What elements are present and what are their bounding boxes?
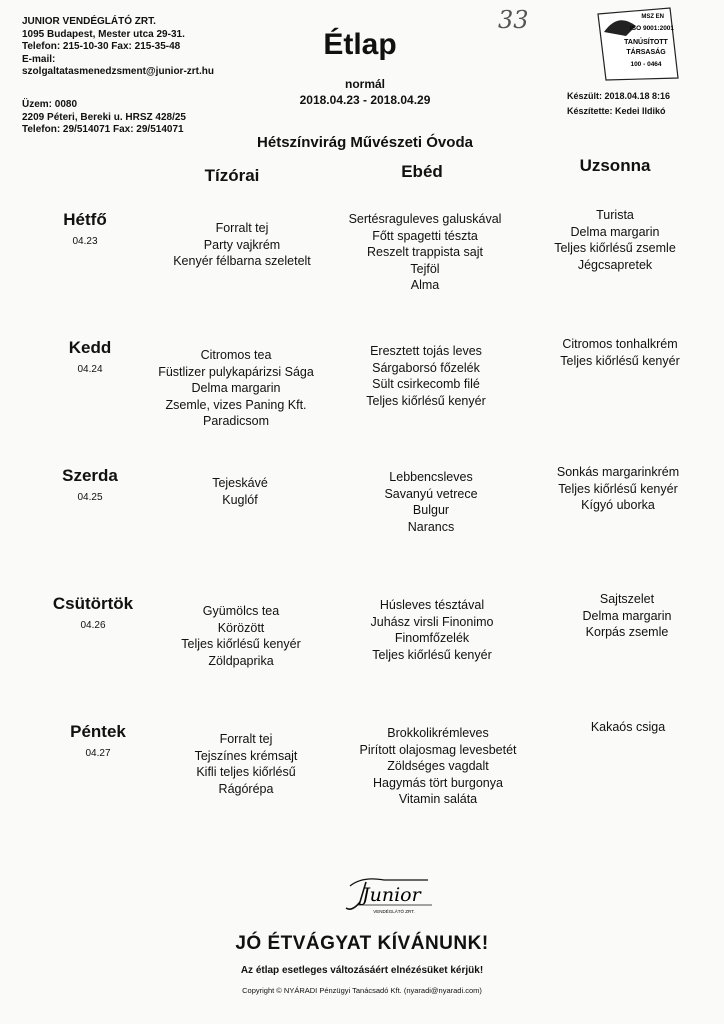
day-name: Kedd: [68, 338, 112, 357]
iso-certificate-badge: [592, 6, 682, 82]
menu-item: Zöldséges vagdalt: [387, 759, 489, 773]
menu-item: Forralt tej: [219, 732, 273, 746]
day-name: Péntek: [70, 722, 126, 741]
menu-cell-tizorai: [131, 603, 351, 669]
created-timestamp: Készült: 2018.04.18 8:16: [567, 91, 671, 101]
menu-item: Kakaós csiga: [590, 720, 666, 734]
menu-item: Teljes kiőrlésű kenyér: [366, 393, 486, 408]
day-date: 04.25: [77, 492, 103, 503]
column-header-tizorai: Tízórai: [204, 166, 260, 185]
menu-item: Eresztett tojás leves: [370, 344, 482, 358]
menu-item: Delma margarin: [570, 224, 660, 239]
handwritten-number: 33: [498, 6, 529, 34]
site-address: 2209 Péteri, Bereki u. HRSZ 428/25: [22, 111, 186, 123]
menu-item: Citromos tonhalkrém: [562, 337, 678, 351]
menu-variant: normál: [344, 77, 385, 91]
apology-note: Az étlap esetleges változásáért elnézésüket kérjük!: [240, 965, 484, 976]
menu-item: Bulgur: [412, 503, 450, 517]
day-date: 04.24: [77, 364, 103, 375]
menu-item: Sonkás margarinkrém: [556, 465, 680, 479]
menu-item: Tejeskávé: [212, 476, 268, 490]
company-info: [22, 16, 214, 79]
menu-cell-uzsonna: [517, 591, 724, 641]
menu-cell-tizorai: [130, 475, 350, 508]
menu-item: Sárgaborsó főzelék: [372, 360, 480, 375]
menu-item: Sajtszelet: [599, 592, 655, 606]
menu-item: Korpás zsemle: [585, 625, 669, 639]
menu-item: Citromos tea: [200, 348, 272, 362]
cert-line-3: TANÚSÍTOTT: [624, 39, 668, 46]
menu-item: Tejföl: [410, 261, 440, 276]
column-header-ebed: Ebéd: [401, 162, 443, 181]
menu-item: Teljes kiőrlésű kenyér: [560, 353, 680, 368]
menu-item: Reszelt trappista sajt: [366, 245, 484, 259]
menu-item: Pirított olajosmag levesbetét: [359, 742, 517, 757]
menu-item: Tejszínes krémsajt: [194, 748, 298, 763]
menu-item: Gyümölcs tea: [202, 604, 280, 618]
menu-item: Turista: [596, 208, 634, 222]
day-date: 04.27: [85, 748, 111, 759]
company-address: 1095 Budapest, Mester utca 29-31.: [22, 28, 185, 40]
menu-item: Vitamin saláta: [398, 792, 478, 806]
day-label: [48, 594, 138, 631]
menu-item: Jégcsapretek: [577, 257, 653, 272]
menu-dates: 2018.04.23 - 2018.04.29: [299, 93, 431, 107]
day-name: Hétfő: [63, 210, 107, 229]
menu-item: Főtt spagetti tészta: [372, 228, 478, 243]
menu-cell-ebed: [322, 597, 542, 663]
menu-item: Delma margarin: [191, 381, 281, 395]
menu-item: Zöldpaprika: [208, 653, 274, 668]
menu-item: Brokkolikrémleves: [387, 726, 489, 740]
cert-line-2: ISO 9001:2001: [629, 25, 675, 32]
day-label: [53, 722, 143, 759]
site-unit: Üzem: 0080: [22, 99, 78, 110]
menu-item: Teljes kiőrlésű kenyér: [558, 481, 678, 496]
menu-item: Körözött: [217, 620, 265, 635]
menu-item: Kifli teljes kiőrlésű: [196, 765, 296, 779]
author: Készítette: Kedei Ildikó: [567, 106, 666, 116]
company-name: JUNIOR VENDÉGLÁTÓ ZRT.: [22, 16, 156, 27]
menu-item: Delma margarin: [582, 608, 672, 623]
menu-item: Húsleves tésztával: [379, 598, 485, 612]
menu-item: Narancs: [407, 519, 455, 534]
menu-item: Sertésraguleves galuskával: [348, 212, 502, 226]
page-title: Étlap: [323, 28, 397, 61]
menu-item: Rágórépa: [218, 781, 274, 796]
menu-item: Lebbencsleves: [389, 470, 473, 484]
cert-line-4: TÁRSASÁG: [626, 49, 666, 56]
company-email-label: E-mail:: [22, 53, 56, 65]
school-name: Hétszínvirág Művészeti Óvoda: [257, 134, 473, 151]
company-email: szolgaltatasmenedzsment@junior-zrt.hu: [22, 66, 214, 77]
day-date: 04.23: [72, 236, 98, 247]
menu-cell-uzsonna: [510, 336, 724, 369]
menu-item: Kígyó uborka: [581, 498, 655, 512]
menu-item: Alma: [410, 278, 440, 292]
menu-item: Teljes kiőrlésű kenyér: [181, 637, 301, 651]
copyright: Copyright © NYÁRADI Pénzügyi Tanácsadó Kft. (nyaradi@nyaradi.com): [242, 986, 482, 995]
menu-item: Hagymás tört burgonya: [373, 775, 503, 790]
menu-cell-ebed: [316, 343, 536, 409]
menu-cell-tizorai: [126, 347, 346, 430]
day-name: Csütörtök: [52, 594, 134, 613]
menu-cell-uzsonna: [505, 207, 724, 273]
menu-item: Finomfőzelék: [394, 631, 470, 645]
day-date: 04.26: [80, 620, 106, 631]
menu-cell-uzsonna: [508, 464, 724, 514]
menu-item: Zsemle, vizes Paning Kft.: [165, 397, 307, 412]
company-phone: Telefon: 215-10-30 Fax: 215-35-48: [22, 41, 181, 52]
menu-item: Paradicsom: [203, 414, 269, 428]
menu-item: Juhász virsli Finonimo: [370, 614, 494, 629]
day-label: [40, 210, 130, 247]
junior-logo: [332, 870, 442, 916]
logo-text: Junior: [362, 884, 421, 906]
menu-item: Kuglóf: [222, 492, 258, 507]
day-label: [45, 466, 135, 503]
site-phone: Telefon: 29/514071 Fax: 29/514071: [22, 124, 184, 135]
menu-item: Party vajkrém: [203, 237, 281, 252]
menu-cell-ebed: [315, 211, 535, 294]
menu-period: [290, 76, 440, 108]
menu-cell-ebed: [328, 725, 548, 808]
menu-item: Savanyú vetrece: [384, 486, 478, 501]
menu-item: Teljes kiőrlésű zsemle: [554, 241, 676, 255]
menu-item: Sült csirkecomb filé: [372, 377, 480, 391]
menu-item: Füstlizer pulykapárizsi Sága: [158, 364, 314, 379]
document-meta: [567, 89, 670, 119]
cert-line-5: 100 - 0464: [630, 61, 662, 68]
menu-item: Forralt tej: [215, 221, 269, 235]
menu-item: Kenyér félbarna szeletelt: [173, 254, 311, 268]
menu-cell-tizorai: [136, 731, 356, 797]
good-appetite-message: JÓ ÉTVÁGYAT KÍVÁNUNK!: [235, 933, 489, 954]
day-name: Szerda: [62, 466, 118, 485]
day-label: [45, 338, 135, 375]
cert-line-1: MSZ EN: [641, 14, 664, 20]
logo-subtext: VENDÉGLÁTÓ ZRT.: [373, 909, 415, 914]
menu-cell-uzsonna: [518, 719, 724, 736]
column-header-uzsonna: Uzsonna: [579, 156, 651, 175]
menu-item: Teljes kiőrlésű kenyér: [372, 647, 492, 662]
site-info: [22, 99, 186, 137]
